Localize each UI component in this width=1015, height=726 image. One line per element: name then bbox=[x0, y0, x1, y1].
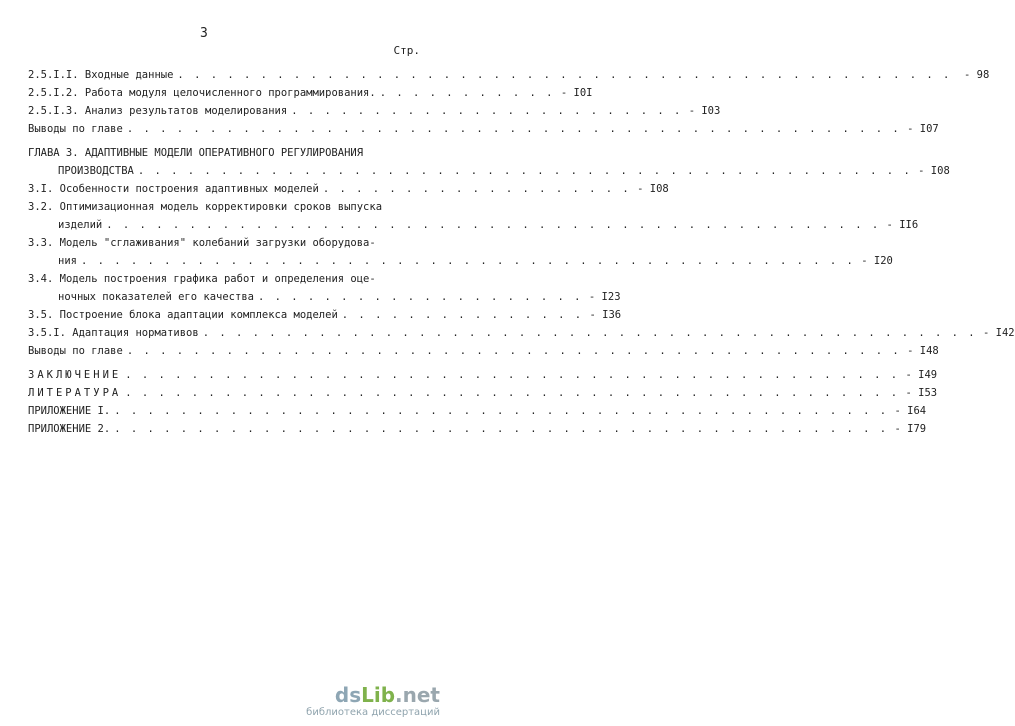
dot-leader: . . . . . . . . . . . . . . . . . . . . . . . . . . . . . . . . . . . . . . . . . . . . . . . bbox=[125, 369, 900, 381]
dot-leader: . . . . . . . . . . . . . . . . . . . . . . . . . . . . . . . . . . . . . . . . . . . . . . . bbox=[177, 69, 952, 81]
toc-entry-title-continued: ПРОИЗВОДСТВА bbox=[58, 165, 134, 177]
toc-entry bbox=[28, 180, 669, 198]
toc-entry-page: - I49 bbox=[905, 369, 938, 381]
toc-entry-title-continued: ночных показателей его качества bbox=[58, 291, 254, 303]
toc-entry-page: - I0I bbox=[560, 87, 593, 99]
dot-leader: . . . . . . . . . . . . . . . . . . . bbox=[322, 183, 631, 195]
toc-entry bbox=[28, 102, 721, 120]
toc-entry-page: - I07 bbox=[907, 123, 939, 135]
toc-entry-page: - I08 bbox=[637, 183, 669, 195]
dot-leader: . . . . . . . . . . . . . . . . . . . . bbox=[257, 291, 583, 303]
toc-entry-number: 3.5.I. bbox=[28, 327, 66, 339]
toc-entry-number: 3.3. bbox=[28, 237, 54, 249]
toc-entry bbox=[28, 420, 927, 438]
toc-entry-page: - I03 bbox=[688, 105, 721, 117]
page-column-header: Стр. bbox=[393, 44, 420, 57]
toc-entry-title: ПРИЛОЖЕНИЕ I. bbox=[28, 405, 111, 417]
toc-entry bbox=[28, 120, 939, 138]
toc-entry-title: ПРИЛОЖЕНИЕ 2. bbox=[28, 423, 111, 435]
dslib-watermark bbox=[306, 683, 440, 718]
toc-entry-title-continued: ния bbox=[58, 255, 77, 267]
dslib-logo: dsLib.net bbox=[334, 683, 440, 707]
toc-entry-number: 2.5.I.I. bbox=[28, 69, 79, 81]
toc-entry-number: 2.5.I.2. bbox=[28, 87, 79, 99]
toc-entry bbox=[28, 234, 893, 270]
dslib-subtitle: библиотека диссертаций bbox=[306, 707, 440, 718]
toc-entry bbox=[28, 84, 593, 102]
toc-entry-title: Модель "сглаживания" колебаний загрузки оборудова- bbox=[59, 237, 376, 249]
dot-leader: . . . . . . . . . . . . . . . . . . . . . . . . . . . . . . . . . . . . . . . . . . . . . . . bbox=[126, 123, 901, 135]
toc-entry-page: - I20 bbox=[861, 255, 893, 267]
dot-leader: . . . . . . . . . . . . . . . . . . . . . . . . . . . . . . . . . . . . . . . . . . . . . . . bbox=[106, 219, 881, 231]
toc-entry bbox=[28, 198, 919, 234]
toc-entry-page: - I08 bbox=[918, 165, 950, 177]
toc-entry-page: - II6 bbox=[886, 219, 919, 231]
dot-leader: . . . . . . . . . . . . . . . . . . . . . . . . . . . . . . . . . . . . . . . . . . . . . . . bbox=[125, 387, 900, 399]
toc-entry-number: 2.5.I.3. bbox=[28, 105, 79, 117]
dot-leader: . . . . . . . . . . . . . . . . . . . . . . . . . . . . . . . . . . . . . . . . . . . . . . . bbox=[137, 165, 912, 177]
toc-entry bbox=[28, 402, 927, 420]
toc-entry bbox=[28, 66, 990, 84]
toc-entry-title: Анализ результатов моделирования bbox=[84, 105, 288, 117]
toc-entry bbox=[28, 366, 938, 384]
dot-leader: . . . . . . . . . . . . . . . . . . . . . . . . . . . . . . . . . . . . . . . . . . . . . . . bbox=[126, 345, 901, 357]
toc-entry-page: - 98 bbox=[964, 69, 990, 81]
toc-entry-title: Выводы по главе bbox=[28, 123, 123, 135]
toc-entry-page: - I36 bbox=[589, 309, 622, 321]
toc-entry-title-continued: изделий bbox=[58, 219, 103, 231]
toc-entry-number: 3.2. bbox=[28, 201, 54, 213]
dot-leader: . . . . . . . . . . . bbox=[379, 87, 555, 99]
toc-entry-title: Модель построения графика работ и определения оце- bbox=[59, 273, 376, 285]
toc-entry-page: - I48 bbox=[907, 345, 939, 357]
toc-entry-number: 3.4. bbox=[28, 273, 54, 285]
toc-entry-title: Особенности построения адаптивных моделей bbox=[59, 183, 319, 195]
toc-entry-title: ЗАКЛЮЧЕНИЕ bbox=[28, 369, 122, 381]
dot-leader: . . . . . . . . . . . . . . . . . . . . . . . . . . . . . . . . . . . . . . . . . . . . . . . bbox=[202, 327, 977, 339]
dot-leader: . . . . . . . . . . . . . . . . . . . . . . . . . . . . . . . . . . . . . . . . . . . . . . . bbox=[80, 255, 855, 267]
toc-entry-page: - I23 bbox=[588, 291, 621, 303]
toc-entry-title: Работа модуля целочисленного программирования. bbox=[84, 87, 376, 99]
table-of-contents bbox=[28, 66, 1015, 438]
page-number: 3 bbox=[200, 26, 208, 41]
toc-entry bbox=[28, 270, 621, 306]
toc-entry-title: Входные данные bbox=[84, 69, 174, 81]
toc-entry-title: ГЛАВА 3. АДАПТИВНЫЕ МОДЕЛИ ОПЕРАТИВНОГО РЕГУЛИРОВАНИЯ bbox=[28, 147, 364, 159]
toc-entry-chapter bbox=[28, 144, 950, 180]
toc-entry bbox=[28, 324, 1015, 342]
toc-entry-title: Построение блока адаптации комплекса моделей bbox=[59, 309, 338, 321]
toc-entry-page: - I64 bbox=[894, 405, 927, 417]
dot-leader: . . . . . . . . . . . . . . . . . . . . . . . . . . . . . . . . . . . . . . . . . . . . . . . bbox=[114, 423, 889, 435]
toc-entry-page: - I79 bbox=[894, 423, 927, 435]
toc-entry bbox=[28, 384, 938, 402]
toc-entry-page: - I42 bbox=[982, 327, 1015, 339]
toc-entry bbox=[28, 342, 939, 360]
toc-entry-title: Адаптация нормативов bbox=[72, 327, 199, 339]
dot-leader: . . . . . . . . . . . . . . . bbox=[341, 309, 584, 321]
toc-entry-number: 3.5. bbox=[28, 309, 54, 321]
dot-leader: . . . . . . . . . . . . . . . . . . . . . . . . . . . . . . . . . . . . . . . . . . . . . . . bbox=[114, 405, 889, 417]
toc-entry bbox=[28, 306, 622, 324]
toc-entry-title: ЛИТЕРАТУРА bbox=[28, 387, 122, 399]
toc-entry-number: 3.I. bbox=[28, 183, 54, 195]
toc-entry-title: Оптимизационная модель корректировки сроков выпуска bbox=[59, 201, 383, 213]
dot-leader: . . . . . . . . . . . . . . . . . . . . . . . . bbox=[291, 105, 683, 117]
toc-entry-title: Выводы по главе bbox=[28, 345, 123, 357]
toc-entry-page: - I53 bbox=[905, 387, 938, 399]
